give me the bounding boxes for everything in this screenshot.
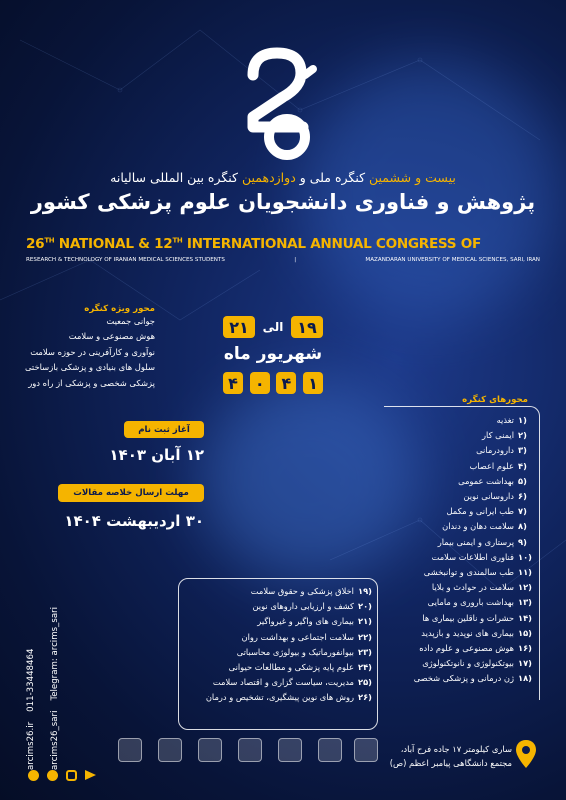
axis-item (182, 599, 372, 614)
axis-item (392, 413, 532, 428)
axis-item (182, 690, 372, 705)
english-title: 26TH NATIONAL & 12TH INTERNATIONAL ANNUAL CONGRESS OF (26, 236, 481, 252)
instagram-link[interactable]: arcims26_sari (50, 710, 60, 770)
axis-item-label: سلامت دهان و دندان (442, 521, 514, 532)
special-axis-item: پزشکی شخصی و پزشکی از راه دور (28, 377, 155, 388)
axis-item-number: ۶) (518, 491, 527, 502)
axis-item-number: ۱۰) (518, 551, 532, 562)
axis-item-number: ۲۰) (358, 601, 372, 612)
axis-item-label: حشرات و ناقلین بیماری ها (422, 612, 514, 623)
sponsor-logo (158, 738, 182, 762)
address: ساری کیلومتر ۱۷ جاده فرح آباد، مجتمع دانشگاهی پیامبر اعظم (ص) (389, 744, 512, 768)
axis-item (182, 660, 372, 675)
axis-item-number: ۳) (518, 445, 527, 456)
axis-item-label: بهداشت عمومی (458, 475, 514, 486)
english-subtitle: RESEARCH & TECHNOLOGY OF IRANIAN MEDICAL SCIENCES STUDENTS | MAZANDARAN UNIVERSITY OF MEDICAL SCIENCES, SARI, IRAN (26, 257, 540, 263)
axis-item-label: بیماری های نوپدید و بازپدید (421, 627, 514, 638)
axis-item (182, 614, 372, 629)
special-axis-item: سلول های بنیادی و پزشکی بازساختی (24, 362, 155, 373)
phone-icon (47, 770, 58, 781)
axis-item (392, 489, 532, 504)
sponsor-logos (118, 738, 378, 762)
sponsor-logo (278, 738, 302, 762)
axis-item-number: ۲۲) (358, 631, 372, 642)
special-axes-list (20, 314, 155, 391)
axis-item-label: سلامت در حوادث و بلایا (431, 582, 514, 593)
axes-title: محورهای کنگره (462, 395, 528, 405)
axis-item-number: ۲۵) (358, 677, 372, 688)
axis-item-label: علوم پایه پزشکی و مطالعات حیوانی (228, 662, 354, 673)
axis-item-number: ۵) (518, 475, 527, 486)
to-word: الی (262, 320, 284, 334)
axis-item-number: ۲) (518, 430, 527, 441)
registration-date: ۱۲ آبان ۱۴۰۳ (109, 446, 204, 464)
axis-item (392, 580, 532, 595)
axis-item-number: ۹) (518, 536, 527, 547)
axis-item-label: بیوانفورماتیک و بیولوژی محاسباتی (236, 646, 354, 657)
axis-item-label: مدیریت، سیاست گزاری و اقتصاد سلامت (212, 677, 354, 688)
axis-item (392, 641, 532, 656)
axis-item (182, 675, 372, 690)
phone-number[interactable]: 011-33448464 (26, 648, 36, 712)
special-axis-item: هوش مصنوعی و سلامت (68, 331, 155, 342)
axis-item-number: ۱۵) (518, 627, 532, 638)
title-line-1: بیست و ششمین کنگره ملی و دوازدهمین کنگره بین المللی سالیانه (110, 170, 456, 185)
year-digit: ۱ (303, 372, 323, 394)
year-digit: ۰ (250, 372, 270, 394)
axis-item (392, 459, 532, 474)
axis-item-number: ۲۱) (358, 616, 372, 627)
axis-item-label: داروسانی نوین (463, 491, 514, 502)
axis-item-label: دارودرمانی (476, 445, 514, 456)
year-digit: ۴ (223, 372, 243, 394)
deadline-label: مهلت ارسال خلاصه مقالات (58, 484, 204, 502)
axis-item (182, 630, 372, 645)
axis-item (392, 671, 532, 686)
axis-item-number: ۷) (518, 506, 527, 517)
axis-item-number: ۴) (518, 460, 527, 471)
axis-item-label: طب سالمندی و توانبخشی (423, 567, 514, 578)
axis-item (392, 595, 532, 610)
axis-item (392, 504, 532, 519)
axis-item (392, 626, 532, 641)
axis-item-number: ۱۲) (518, 582, 532, 593)
contacts (22, 600, 36, 770)
social-contacts (46, 600, 60, 770)
axis-item (182, 584, 372, 599)
axis-item-number: ۱۹) (358, 586, 372, 596)
axis-item (392, 535, 532, 550)
axis-item (392, 443, 532, 458)
axis-item-number: ۱۳) (518, 597, 532, 608)
axis-item (182, 645, 372, 660)
deadline-date: ۳۰ اردیبهشت ۱۴۰۴ (64, 512, 204, 530)
location-pin-icon (516, 740, 536, 768)
axis-item-label: تغذیه (496, 415, 514, 425)
month: شهریور ماه (223, 344, 323, 364)
special-axes-block (20, 304, 155, 391)
axis-item-number: ۱) (518, 415, 527, 425)
axis-item-label: پرستاری و ایمنی بیمار (437, 536, 514, 547)
sponsor-logo (118, 738, 142, 762)
axis-item-number: ۱۱) (518, 567, 532, 578)
axis-item-label: فناوری اطلاعات سلامت (431, 551, 514, 562)
axis-item (392, 550, 532, 565)
axis-item-label: علوم اعصاب (469, 460, 514, 471)
axis-item-label: بیماری های واگیر و غیرواگیر (257, 616, 354, 627)
congress-logo (243, 45, 323, 163)
axis-item-label: اخلاق پزشکی و حقوق سلامت (250, 586, 354, 596)
axis-item-label: روش های نوین پیشگیری، تشخیص و درمان (205, 692, 354, 703)
congress-axes (384, 395, 540, 405)
axis-item-number: ۸) (518, 521, 527, 532)
axis-item-number: ۱۷) (518, 658, 532, 669)
axis-item-label: بهداشت باروری و مامایی (427, 597, 514, 608)
contact-icons (28, 770, 96, 781)
logo-26-icon (243, 45, 323, 163)
axis-item-label: سلامت اجتماعی و بهداشت روان (241, 631, 354, 642)
axis-item-number: ۲۳) (358, 646, 372, 657)
axis-item-label: هوش مصنوعی و علوم داده (419, 643, 514, 654)
axis-item-label: بیوتکنولوژی و نانوتکنولوژی (422, 658, 514, 669)
axes-list-2 (182, 584, 372, 706)
globe-icon (28, 770, 39, 781)
telegram-link[interactable]: Telegram: arcims_sari (50, 606, 60, 701)
axis-item-label: طب ایرانی و مکمل (446, 506, 514, 517)
year (223, 372, 323, 394)
axis-item (392, 519, 532, 534)
year-digit: ۴ (276, 372, 296, 394)
axis-item (392, 474, 532, 489)
axis-item (392, 611, 532, 626)
axis-item-number: ۱۶) (518, 643, 532, 654)
axis-item-label: ایمنی کار (482, 430, 514, 441)
axis-item-number: ۲۴) (358, 662, 372, 673)
start-day: ۱۹ (291, 316, 323, 338)
instagram-icon (66, 770, 77, 781)
axis-item-label: کشف و ارزیابی داروهای نوین (252, 601, 354, 612)
axis-item-number: ۱۴) (518, 612, 532, 623)
special-axes-title: محور ویژه کنگره (84, 304, 155, 314)
telegram-icon (85, 770, 96, 780)
end-day: ۲۱ (223, 316, 255, 338)
title-line-2: پژوهش و فناوری دانشجویان علوم پزشکی کشور (30, 190, 536, 214)
axis-item (392, 565, 532, 580)
sponsor-logo (318, 738, 342, 762)
website-link[interactable]: arcims26.ir (26, 721, 36, 770)
axes-list (392, 413, 532, 687)
sponsor-logo (198, 738, 222, 762)
congress-dates (223, 316, 323, 394)
sponsor-logo (238, 738, 262, 762)
special-axis-item: جوانی جمعیت (106, 316, 155, 326)
axis-item-label: ژن درمانی و پزشکی شخصی (413, 673, 514, 684)
axis-item (392, 428, 532, 443)
registration-label: آغاز ثبت نام (124, 421, 204, 438)
axis-item-number: ۲۶) (358, 692, 372, 703)
special-axis-item: نوآوری و کارآفرینی در حوزه سلامت (30, 346, 155, 357)
axis-item-number: ۱۸) (518, 673, 532, 684)
sponsor-logo (354, 738, 378, 762)
axis-item (392, 656, 532, 671)
